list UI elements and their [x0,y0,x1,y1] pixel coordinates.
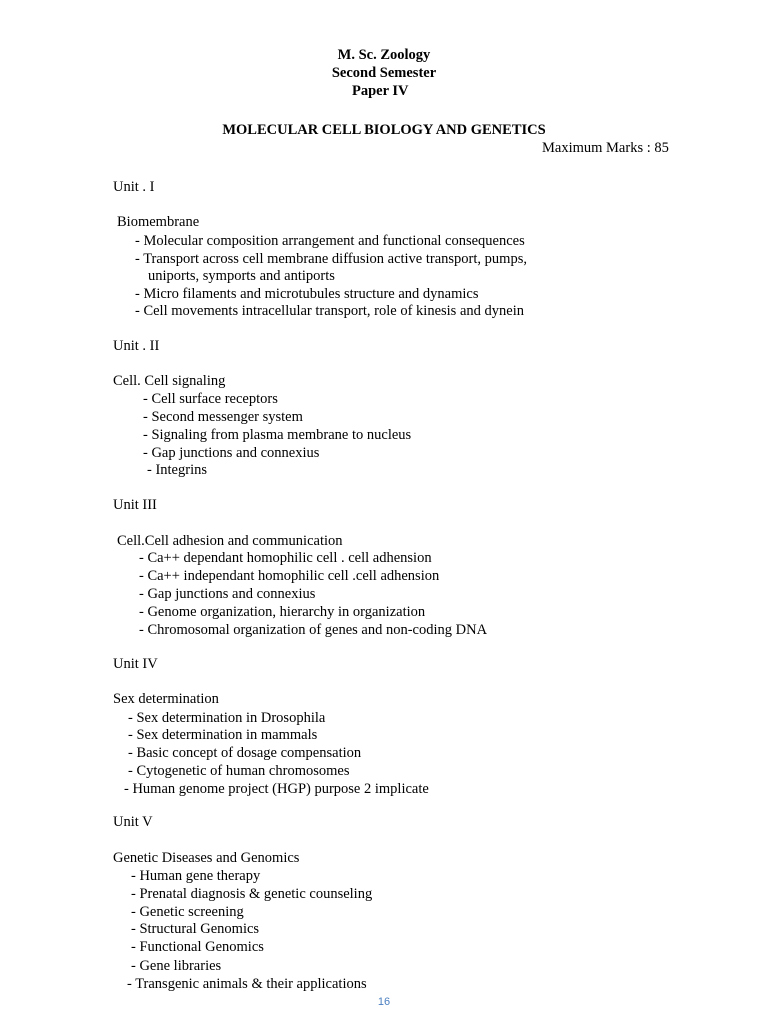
list-item: - Human gene therapy [131,868,261,884]
list-item: - Cytogenetic of human chromosomes [128,763,350,779]
unit-topic: Genetic Diseases and Genomics [113,850,300,866]
list-item: - Cell movements intracellular transport, role of kinesis and dynein [135,303,524,319]
list-item: - Second messenger system [143,409,303,425]
list-item: - Human genome project (HGP) purpose 2 implicate [124,781,429,797]
list-item: - Signaling from plasma membrane to nucleus [143,427,412,443]
list-item: - Functional Genomics [131,939,264,955]
list-item: - Sex determination in mammals [128,727,318,743]
list-item: uniports, symports and antiports [148,268,335,284]
unit-heading: Unit IV [113,656,158,672]
list-item: - Ca++ independant homophilic cell .cell adhension [139,568,440,584]
list-item: - Basic concept of dosage compensation [128,745,362,761]
unit-topic: Sex determination [113,691,219,707]
degree-title: M. Sc. Zoology [337,47,431,63]
list-item: - Ca++ dependant homophilic cell . cell adhension [139,550,432,566]
unit-topic: Cell. Cell signaling [113,373,226,389]
list-item: - Sex determination in Drosophila [128,710,326,726]
list-item: - Genetic screening [131,904,244,920]
max-marks: Maximum Marks : 85 [542,140,669,156]
list-item: - Gene libraries [131,958,222,974]
list-item: - Chromosomal organization of genes and non-coding DNA [139,622,488,638]
list-item: - Transgenic animals & their applications [127,976,367,992]
unit-heading: Unit . II [113,338,160,354]
unit-topic: Cell.Cell adhesion and communication [117,533,343,549]
list-item: - Gap junctions and connexius [143,445,320,461]
list-item: - Prenatal diagnosis & genetic counseling [131,886,373,902]
list-item: - Transport across cell membrane diffusion active transport, pumps, [135,251,527,267]
course-title: MOLECULAR CELL BIOLOGY AND GENETICS [222,122,546,138]
list-item: - Genome organization, hierarchy in organization [139,604,426,620]
page-number: 16 [377,996,391,1008]
list-item: - Integrins [147,462,207,478]
list-item: - Molecular composition arrangement and functional consequences [135,233,525,249]
list-item: - Micro filaments and microtubules structure and dynamics [135,286,479,302]
unit-topic: Biomembrane [117,214,200,230]
unit-heading: Unit . I [113,179,155,195]
semester-title: Second Semester [331,65,437,81]
paper-title: Paper IV [352,83,409,99]
list-item: - Gap junctions and connexius [139,586,316,602]
unit-heading: Unit III [113,497,157,513]
list-item: - Structural Genomics [131,921,260,937]
unit-heading: Unit V [113,814,153,830]
list-item: - Cell surface receptors [143,391,278,407]
